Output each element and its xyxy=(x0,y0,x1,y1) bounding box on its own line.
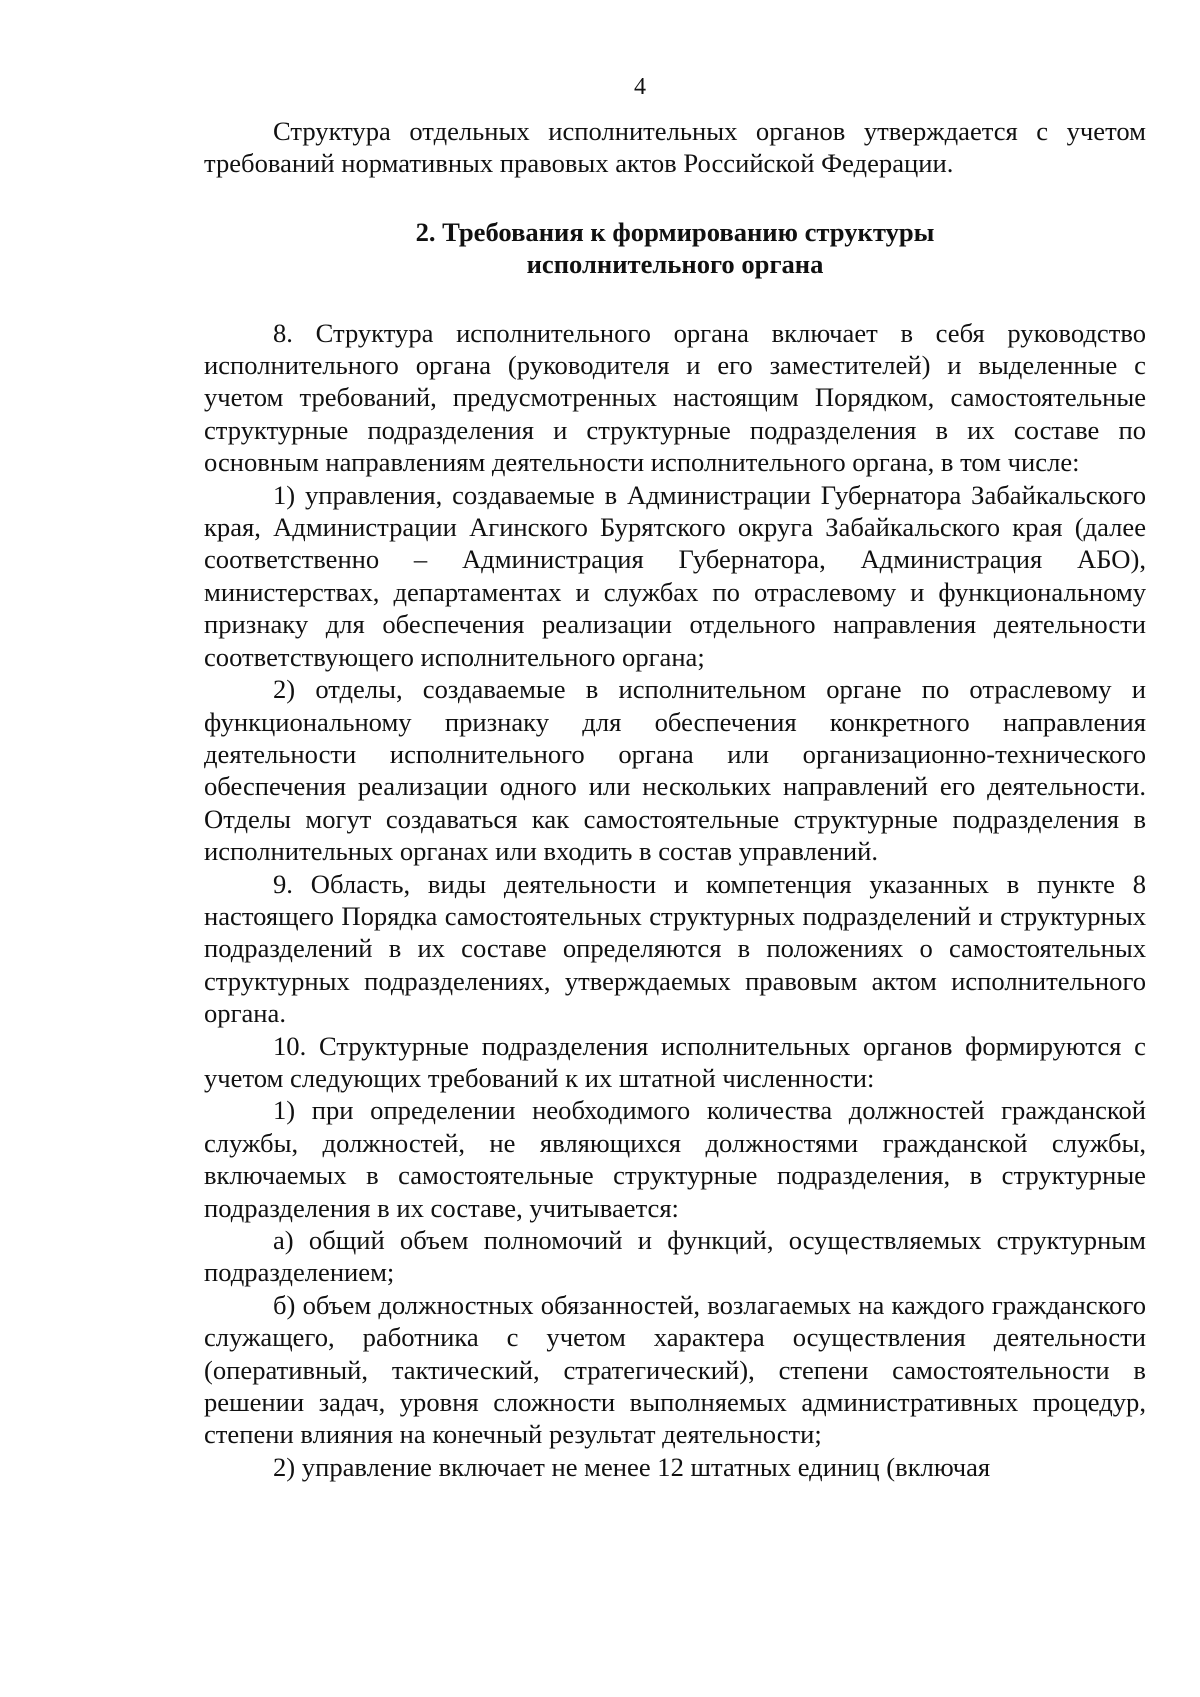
paragraph-item-9: 9. Область, виды деятельности и компетенция указанных в пункте 8 настоящего Порядка самостоятельных структурных подразделений и структурных подразделений в их составе определяются в положениях о самостоятельных структурных подразделениях, утверждаемых правовым актом исполнительного органа. xyxy=(204,868,1146,1029)
document-body xyxy=(204,115,1146,1483)
paragraph-subitem-10-1: 1) при определении необходимого количества должностей гражданской службы, должностей, не являющихся должностями гражданской службы, включаемых в самостоятельные структурные подразделения, в структурные подразделения в их составе, учитывается: xyxy=(204,1095,1146,1223)
paragraph-item-10: 10. Структурные подразделения исполнительных органов формируются с учетом следующих требований к их штатной численности: xyxy=(204,1030,1146,1093)
section-heading-line-2: исполнительного органа xyxy=(526,249,824,280)
paragraph-subitem-8-2: 2) отделы, создаваемые в исполнительном органе по отраслевому и функциональному признаку для обеспечения конкретного направления деятельности исполнительного органа или организационно-технического обеспечения реализации одного или нескольких направлений его деятельности. Отделы могут создаваться как самостоятельные структурные подразделения в исполнительных органах или входить в состав управлений. xyxy=(204,674,1146,867)
page-number: 4 xyxy=(634,74,646,100)
section-heading xyxy=(204,216,1146,281)
paragraph-subitem-10-1-b: б) объем должностных обязанностей, возлагаемых на каждого гражданского служащего, работника с учетом характера осуществления деятельности (оперативный, тактический, стратегический), степени самостоятельности в решении задач, уровня сложности выполняемых административных процедур, степени влияния на конечный результат деятельности; xyxy=(204,1289,1146,1450)
paragraph-item-8: 8. Структура исполнительного органа включает в себя руководство исполнительного органа (руководителя и его заместителей) и выделенные с учетом требований, предусмотренных настоящим Порядком, самостоятельные структурные подразделения и структурные подразделения в их составе по основным направлениям деятельности исполнительного органа, в том числе: xyxy=(204,317,1146,478)
paragraph-subitem-8-1: 1) управления, создаваемые в Администрации Губернатора Забайкальского края, Администрации Агинского Бурятского округа Забайкальского края (далее соответственно – Администрация Губернатора, Администрация АБО), министерствах, департаментах и службах по отраслевому и функциональному признаку для обеспечения реализации отдельного направления деятельности соответствующего исполнительного органа; xyxy=(204,479,1146,672)
section-heading-line-1: 2. Требования к формированию структуры xyxy=(415,216,935,247)
paragraph-subitem-10-2: 2) управление включает не менее 12 штатных единиц (включая xyxy=(273,1451,991,1482)
paragraph-subitem-10-1-a: а) общий объем полномочий и функций, осуществляемых структурным подразделением; xyxy=(204,1225,1146,1288)
intro-paragraph: Структура отдельных исполнительных органов утверждается с учетом требований нормативных правовых актов Российской Федерации. xyxy=(204,116,1146,179)
